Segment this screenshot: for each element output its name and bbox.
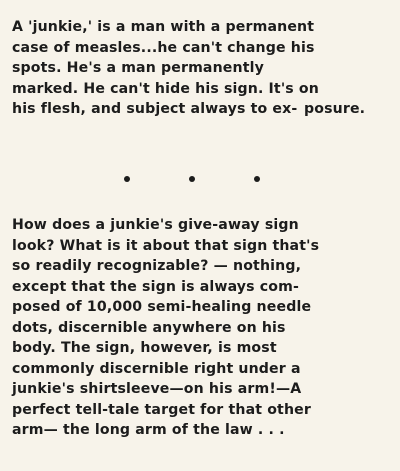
text-line: How does a junkie's give-away sign [12,217,299,233]
text-line: spots. He's a man permanently [12,60,264,76]
text-line: posure. [303,101,366,117]
text-line: perfect tell-tale target for that other [12,401,311,418]
paragraph-give-away-sign [12,215,394,441]
text-line: look? What is it about that sign that's [12,237,320,254]
text-line: A 'junkie,' is a man with a permanent [12,19,315,35]
section-separator [0,170,400,190]
separator-dot [189,176,195,182]
paragraph-junkie-definition [12,17,394,120]
text-line: posed of 10,000 semi-healing needle [12,299,312,315]
text-line: marked. He can't hide his sign. It's on [12,80,319,97]
text-line: except that the sign is always com- [12,278,300,295]
text-line: so readily recognizable? — nothing, [12,258,302,274]
text-line: case of measles...he can't change his [12,39,315,56]
text-line: body. The sign, however, is most [12,340,277,356]
text-line: arm— the long arm of the law . . . [12,422,285,438]
text-line: junkie's shirtsleeve—on his arm!—A [12,381,302,397]
text-line: his flesh, and subject always to ex- [12,101,298,117]
separator-dot [124,176,130,182]
separator-dot [254,176,260,182]
text-line: dots, discernible anywhere on his [12,319,286,336]
text-line: commonly discernible right under a [12,360,301,377]
